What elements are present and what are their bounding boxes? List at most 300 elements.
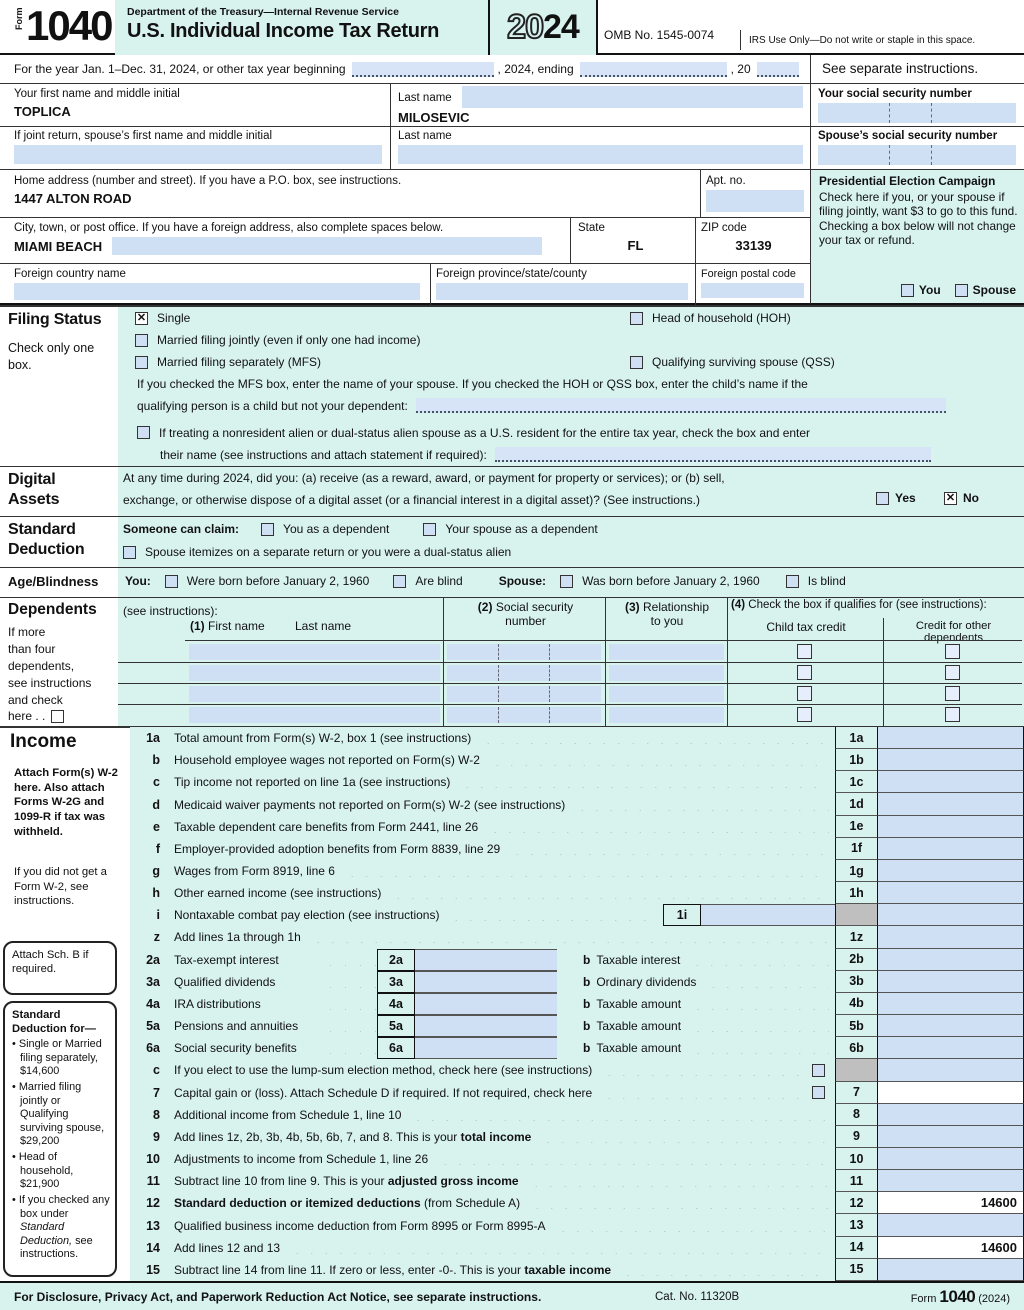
last-name-field[interactable] (462, 86, 803, 108)
tax-year-begin-field[interactable] (352, 62, 494, 77)
line-3a-field[interactable] (415, 971, 557, 993)
line-4a-field[interactable] (415, 993, 557, 1015)
last-name-label: Last name (398, 92, 452, 104)
line-code: g (152, 864, 160, 879)
line-box-14: 14 (835, 1237, 878, 1259)
income-heading: Income (10, 731, 77, 752)
filing-qss-checkbox[interactable] (630, 356, 643, 369)
line-box-12: 12 (835, 1192, 878, 1214)
line-label: Add lines 1z, 2b, 3b, 4b, 5b, 6b, 7, and 8. This is your total income (174, 1129, 532, 1144)
dependent-ssn-field[interactable] (447, 707, 601, 723)
line-code: 5a (146, 1019, 160, 1034)
line-label: Household employee wages not reported on Form(s) W-2 (174, 753, 480, 768)
line-code: e (153, 819, 160, 834)
income-row-3a (130, 971, 1024, 993)
foreign-province-field[interactable] (436, 283, 688, 300)
dependent-ssn-field[interactable] (447, 644, 601, 660)
digital-assets-no-checkbox[interactable] (944, 492, 957, 505)
foreign-postal-divider (695, 264, 696, 305)
income-row-6a (130, 1037, 1024, 1059)
line-amount-1f[interactable] (878, 838, 1024, 860)
line-amount-4b[interactable] (878, 993, 1024, 1015)
line-box-13: 13 (835, 1214, 878, 1236)
agency-line: Department of the Treasury—Internal Revenue Service (127, 6, 399, 18)
line-6a-field[interactable] (415, 1037, 557, 1059)
dependent-relationship-field[interactable] (609, 707, 724, 723)
line-box-8: 8 (835, 1104, 878, 1126)
line-2a-box: 2a (377, 949, 415, 971)
dot-leaders (445, 909, 657, 921)
income-row-i (130, 904, 1024, 926)
line-b-mark: b (583, 1019, 591, 1034)
footer-form-word: Form (910, 1292, 937, 1305)
dep-col2-label-1: Social security (495, 600, 574, 614)
dep-col3-label-2: to you (650, 614, 684, 628)
apt-divider (700, 170, 701, 218)
dependent-ctc-checkbox[interactable] (797, 686, 812, 701)
line-6a-box: 6a (377, 1037, 415, 1059)
pec-title: Presidential Election Campaign (819, 174, 996, 188)
line-label: Pensions and annuities (174, 1019, 299, 1034)
line-code: 3a (146, 974, 160, 989)
claim-spouse-checkbox[interactable] (423, 523, 436, 536)
age-spouse-blind-label: Is blind (807, 574, 846, 588)
name-ssn-grid (0, 84, 1024, 170)
pec-you-label: You (918, 283, 941, 297)
filing-nra-text-1: If treating a nonresident alien or dual-status alien spouse as a U.S. resident for the entire tax year, check the box and enter (159, 426, 811, 440)
dependent-relationship-field[interactable] (609, 686, 724, 702)
apt-label: Apt. no. (706, 175, 746, 187)
income-row-e (130, 816, 1024, 838)
foreign-postal-label: Foreign postal code (701, 268, 796, 280)
grid-divider-1 (390, 84, 391, 170)
line-label: If you elect to use the lump-sum election method, check here (see instructions) (174, 1063, 593, 1078)
dep-col1-num: (1) (190, 619, 205, 633)
line-amount-1e[interactable] (878, 816, 1024, 838)
line-label: Social security benefits (174, 1041, 297, 1056)
line-amount-6b[interactable] (878, 1037, 1024, 1059)
dependent-ctc-checkbox[interactable] (797, 644, 812, 659)
filing-single-checkbox[interactable] (135, 312, 148, 325)
line-5a-box: 5a (377, 1015, 415, 1037)
filing-nra-checkbox[interactable] (137, 426, 150, 439)
income-row-15 (130, 1259, 1024, 1281)
income-row-8 (130, 1104, 1024, 1126)
dep-col1b-label: Last name (295, 619, 352, 633)
dot-leaders (571, 799, 829, 811)
line-label: Medicaid waiver payments not reported on Form(s) W-2 (see instructions) (174, 797, 566, 812)
dependent-name-field[interactable] (189, 665, 440, 681)
line-code: 12 (146, 1196, 160, 1211)
year-text-begin: For the year Jan. 1–Dec. 31, 2024, or other tax year beginning (14, 62, 346, 76)
line-code: 7 (153, 1085, 160, 1100)
dot-leaders (286, 1242, 829, 1254)
line-amount-c[interactable] (878, 1059, 1024, 1081)
dep-col1a-label: First name (208, 619, 265, 633)
foreign-province-divider (430, 264, 431, 305)
line-amount-1b[interactable] (878, 749, 1024, 771)
line-amount-1g[interactable] (878, 860, 1024, 882)
income-row-f (130, 838, 1024, 860)
line-label-bold: Standard deduction or itemized deductions (174, 1196, 421, 1211)
line-7-checkbox[interactable] (812, 1086, 825, 1099)
line-box-1g: 1g (835, 860, 878, 882)
form-title: U.S. Individual Income Tax Return (127, 20, 440, 42)
dependents-margin-line: see instructions (8, 676, 92, 691)
year-outline: 20 (507, 8, 543, 46)
line-amount-13[interactable] (878, 1214, 1024, 1236)
line-2a-field[interactable] (415, 949, 557, 971)
line-b-mark: b (583, 974, 591, 989)
spouse-first-name-label: If joint return, spouse’s first name and middle initial (14, 130, 273, 142)
line-box-4b: 4b (835, 993, 878, 1015)
filing-mfs-checkbox[interactable] (135, 356, 148, 369)
dependent-cod-checkbox[interactable] (945, 665, 960, 680)
footer-form-number: 1040 (939, 1286, 976, 1306)
income-row-9 (130, 1126, 1024, 1148)
line-code: 13 (146, 1218, 160, 1233)
age-spouse-blind-checkbox[interactable] (786, 575, 799, 588)
dot-leaders (598, 1064, 804, 1076)
foreign-country-label: Foreign country name (14, 268, 126, 280)
income-row-1a (130, 727, 1024, 749)
spouse-last-name-field[interactable] (398, 145, 803, 164)
dep-grid-line (883, 618, 884, 726)
income-row-d (130, 793, 1024, 815)
filing-mfj-label: Married filing jointly (even if only one had income) (157, 333, 421, 347)
line-label: Add lines 12 and 13 (174, 1240, 281, 1255)
line-code: 1a (146, 731, 160, 746)
spouse-itemizes-label: Spouse itemizes on a separate return or you were a dual-status alien (145, 545, 512, 559)
line-amount-1a[interactable] (878, 727, 1024, 749)
line-1i-box: 1i (663, 904, 701, 926)
line-b-label: Taxable interest (596, 952, 681, 967)
city-value[interactable]: MIAMI BEACH (14, 238, 103, 254)
pec-you-checkbox[interactable] (901, 284, 914, 297)
presidential-election-box (810, 170, 1024, 305)
line-b-label: Taxable amount (596, 1019, 682, 1034)
dep-col4-num: (4) (731, 599, 746, 611)
line-label: Qualified business income deduction from Form 8995 or Form 8995-A (174, 1218, 546, 1233)
dot-leaders (552, 1220, 829, 1232)
dependent-ssn-field[interactable] (447, 686, 601, 702)
attach-schb-note: Attach Sch. B if required. (12, 949, 89, 975)
dot-leaders (687, 1020, 829, 1032)
dependent-name-field[interactable] (189, 686, 440, 702)
line-code: 2a (146, 952, 160, 967)
irs-use-only: IRS Use Only—Do not write or staple in this space. (740, 30, 1020, 50)
line-box-1f: 1f (835, 838, 878, 860)
see-separate-instructions: See separate instructions. (822, 61, 979, 76)
income-row-2a (130, 949, 1024, 971)
dot-leaders (321, 998, 377, 1010)
line-box-11: 11 (835, 1170, 878, 1192)
spouse-ssn-label: Spouse’s social security number (818, 130, 998, 142)
zip-label: ZIP code (701, 222, 747, 234)
state-value[interactable]: FL (627, 238, 644, 253)
standard-deduction-heading-2: Deduction (8, 541, 85, 558)
line-amount-5b[interactable] (878, 1015, 1024, 1037)
section-divider (0, 305, 1024, 307)
age-you-born-label: Were born before January 2, 1960 (186, 574, 370, 588)
line-code: 11 (146, 1174, 160, 1189)
line-label-bold: taxable income (524, 1262, 612, 1277)
line-box-2b: 2b (835, 949, 878, 971)
line-box-10: 10 (835, 1148, 878, 1170)
dependent-cod-checkbox[interactable] (945, 686, 960, 701)
line-box-1z: 1z (835, 926, 878, 948)
std-sidebar-item: • If you checked any box under Standard Deduction, see instructions. (12, 1193, 110, 1261)
someone-can-claim-label: Someone can claim: (123, 522, 240, 536)
dependents-margin-line: If more (8, 625, 46, 639)
age-spouse-born-checkbox[interactable] (560, 575, 573, 588)
line-3a-box: 3a (377, 971, 415, 993)
line-label: Adjustments to income from Schedule 1, line 26 (174, 1152, 429, 1167)
home-address-value[interactable]: 1447 ALTON ROAD (14, 191, 132, 206)
grid-divider-2 (810, 84, 811, 170)
line-label: Capital gain or (loss). Attach Schedule D if required. If not required, check here (174, 1085, 593, 1100)
filing-mfj-checkbox[interactable] (135, 334, 148, 347)
dot-leaders (537, 1131, 829, 1143)
first-name-value[interactable]: TOPLICA (14, 104, 71, 119)
footer-form-id (911, 1287, 1010, 1307)
line-amount-8[interactable] (878, 1104, 1024, 1126)
dot-leaders (598, 1087, 804, 1099)
claim-you-checkbox[interactable] (261, 523, 274, 536)
line-box-6b: 6b (835, 1037, 878, 1059)
line-label: Qualified dividends (174, 974, 276, 989)
line-label: Tip income not reported on line 1a (see instructions) (174, 775, 451, 790)
dot-leaders (456, 776, 829, 788)
line-label: Additional income from Schedule 1, line 10 (174, 1107, 402, 1122)
line-box-15: 15 (835, 1259, 878, 1281)
year-text-end: , 20 (730, 62, 751, 76)
line-b-label: Taxable amount (596, 1041, 682, 1056)
pec-spouse-checkbox[interactable] (955, 284, 968, 297)
line-b-mark: b (583, 1041, 591, 1056)
line-box-1b: 1b (835, 749, 878, 771)
filing-hoh-checkbox[interactable] (630, 312, 643, 325)
line-label: Other earned income (see instructions) (174, 886, 382, 901)
section-divider (0, 567, 1024, 568)
age-spouse-label: Spouse: (498, 574, 547, 588)
line-label: Subtract line 10 from line 9. This is your adjusted gross income (174, 1174, 519, 1189)
state-label: State (578, 222, 605, 234)
line-label: Standard deduction or itemized deductions (from Schedule A) (174, 1196, 521, 1211)
line-amount-1h[interactable] (878, 882, 1024, 904)
dot-leaders (407, 1109, 829, 1121)
digital-assets-line-1: At any time during 2024, did you: (a) receive (as a reward, award, or payment for property or services); or (b) sell, (123, 471, 725, 485)
digital-assets-yes-checkbox[interactable] (876, 492, 889, 505)
ssn-label: Your social security number (818, 88, 972, 100)
line-code: b (152, 753, 160, 768)
form-number: 1040 (26, 2, 112, 49)
dep-col2-label-2: number (505, 614, 546, 628)
spouse-first-name-field[interactable] (14, 145, 382, 164)
line-code: c (153, 1063, 160, 1078)
dep-col2-num: (2) (477, 600, 493, 614)
dependent-name-field[interactable] (189, 707, 440, 723)
dot-leaders (526, 1197, 829, 1209)
zip-value[interactable]: 33139 (735, 238, 772, 253)
line-box-5b: 5b (835, 1015, 878, 1037)
spouse-ssn-field[interactable] (818, 145, 1016, 165)
tax-year-end-year-field[interactable] (757, 62, 799, 77)
foreign-province-label: Foreign province/state/county (436, 268, 587, 280)
dot-leaders (321, 1020, 377, 1032)
form-header (0, 0, 1024, 55)
taxpayer-name-row (0, 84, 1024, 127)
line-box-1h: 1h (835, 882, 878, 904)
line-5a-field[interactable] (415, 1015, 557, 1037)
tax-year-end-field[interactable] (580, 62, 727, 77)
dependents-margin-line: and check (8, 693, 63, 708)
line-amount-11[interactable] (878, 1170, 1024, 1192)
dependents-margin-line: dependents, (8, 659, 75, 674)
income-margin-note-w2: Attach Form(s) W-2 here. Also attach Forms W-2G and 1099-R if tax was withheld. (14, 767, 118, 838)
dot-leaders (341, 865, 829, 877)
line-b-mark: b (583, 952, 591, 967)
dependents-heading: Dependents (8, 601, 97, 618)
ssn-field[interactable] (818, 103, 1016, 123)
dependents-more-checkbox[interactable] (51, 710, 64, 723)
dot-leaders (686, 954, 829, 966)
line-code: 4a (146, 996, 160, 1011)
dot-leaders (702, 976, 829, 988)
income-row-10 (130, 1148, 1024, 1170)
std-sidebar-item: • Married filing jointly or Qualifying surviving spouse, $29,200 (12, 1080, 105, 1148)
line-box-9: 9 (835, 1126, 878, 1148)
dependent-name-field[interactable] (189, 644, 440, 660)
line-amount-15[interactable] (878, 1259, 1024, 1281)
line-amount-7[interactable] (878, 1082, 1024, 1104)
foreign-postal-field[interactable] (701, 283, 804, 298)
dependents-heading-note: (see instructions): (123, 604, 218, 618)
line-label: Taxable dependent care benefits from Form 2441, line 26 (174, 819, 479, 834)
pec-spouse-label: Spouse (972, 283, 1016, 297)
filing-hoh-label: Head of household (HOH) (652, 311, 791, 325)
filing-nra-name-field[interactable] (495, 447, 931, 462)
standard-deduction-heading-1: Standard (8, 521, 76, 538)
dot-leaders (525, 1175, 829, 1187)
line-box-7: 7 (835, 1082, 878, 1104)
section-divider (0, 466, 1024, 467)
dot-leaders (477, 732, 829, 744)
line-code: 8 (153, 1107, 160, 1122)
dependent-cod-checkbox[interactable] (945, 644, 960, 659)
line-box-1e: 1e (835, 816, 878, 838)
dot-leaders (307, 931, 829, 943)
spouse-name-row (0, 127, 1024, 170)
line-code: f (155, 841, 160, 856)
line-amount-2b[interactable] (878, 949, 1024, 971)
foreign-country-field[interactable] (14, 283, 420, 300)
digital-assets-line-2: exchange, or otherwise dispose of a digital asset (or a financial interest in a digital asset)? (See instructions.) (123, 493, 700, 507)
line-amount-10[interactable] (878, 1148, 1024, 1170)
filing-child-name-field[interactable] (416, 398, 946, 413)
line-amount-1c[interactable] (878, 771, 1024, 793)
first-name-label: Your first name and middle initial (14, 88, 180, 100)
filing-nra-text-2: their name (see instructions and attach statement if required): (160, 447, 487, 462)
std-sidebar-items (12, 1038, 111, 1262)
digital-assets-no-label: No (963, 491, 979, 505)
line-label: Add lines 1a through 1h (174, 930, 301, 945)
line-label: Total amount from Form(s) W-2, box 1 (see instructions) (174, 731, 472, 746)
line-amount-i[interactable] (878, 904, 1024, 926)
line-1i-field[interactable] (701, 904, 835, 926)
form-word: Form (14, 7, 24, 30)
line-code: 9 (153, 1129, 160, 1144)
age-spouse-born-label: Was born before January 2, 1960 (582, 574, 760, 588)
dependents-margin-line: than four (8, 642, 56, 657)
dependent-cod-checkbox[interactable] (945, 707, 960, 722)
income-row-z (130, 926, 1024, 948)
std-sidebar-item: • Single or Married filing separately, $14,600 (12, 1038, 102, 1078)
pec-body: Check here if you, or your spouse if filing jointly, want $3 to go to this fund. Checking a box below will not change your tax or refund. (819, 190, 1018, 248)
spouse-itemizes-checkbox[interactable] (123, 546, 136, 559)
footer-form-year: (2024) (978, 1292, 1010, 1305)
income-row-4a (130, 993, 1024, 1015)
dependent-ssn-field[interactable] (447, 665, 601, 681)
income-margin-note-no-w2: If you did not get a Form W-2, see instructions. (14, 866, 107, 908)
dependent-relationship-field[interactable] (609, 665, 724, 681)
dependent-relationship-field[interactable] (609, 644, 724, 660)
line-code: z (153, 930, 160, 945)
year-text-mid: , 2024, ending (497, 62, 574, 76)
line-c-checkbox[interactable] (812, 1064, 825, 1077)
dep-col4-label: Check the box if qualifies for (see instructions): (748, 599, 987, 611)
income-row-14 (130, 1237, 1024, 1259)
income-row-12 (130, 1192, 1024, 1214)
line-box-3b: 3b (835, 971, 878, 993)
line-amount-12[interactable]: 14600 (878, 1192, 1024, 1214)
city-field[interactable] (112, 237, 542, 255)
digital-assets-heading-2: Assets (8, 491, 60, 508)
filing-mfs-help-1: If you checked the MFS box, enter the name of your spouse. If you checked the HOH or QSS box, enter the child’s name if the (137, 377, 808, 391)
dot-leaders (484, 821, 829, 833)
dot-leaders (486, 754, 829, 766)
line-label: Nontaxable combat pay election (see instructions) (174, 908, 440, 923)
dot-leaders (321, 954, 377, 966)
income-row-h (130, 882, 1024, 904)
apt-field[interactable] (706, 190, 804, 212)
line-code: 10 (146, 1152, 160, 1167)
age-you-born-checkbox[interactable] (165, 575, 178, 588)
dep-col3-num: (3) (624, 600, 640, 614)
line-b-label: Taxable amount (596, 996, 682, 1011)
line-amount-3b[interactable] (878, 971, 1024, 993)
line-amount-1z[interactable] (878, 926, 1024, 948)
dependent-ctc-checkbox[interactable] (797, 707, 812, 722)
last-name-value[interactable]: MILOSEVIC (398, 110, 470, 125)
dot-leaders (506, 843, 829, 855)
line-code: 14 (146, 1240, 160, 1255)
line-amount-9[interactable] (878, 1126, 1024, 1148)
age-you-blind-checkbox[interactable] (393, 575, 406, 588)
line-code: 6a (146, 1041, 160, 1056)
dep-grid-line (118, 704, 1022, 705)
standard-deduction-sidebar (3, 1001, 117, 1277)
line-amount-1d[interactable] (878, 793, 1024, 815)
line-box-i (835, 904, 878, 926)
line-box-1c: 1c (835, 771, 878, 793)
dep-col4b-label: Credit for other dependents (915, 620, 992, 644)
dependents-here-label: here . . (8, 709, 46, 723)
line-b-label: Ordinary dividends (596, 974, 697, 989)
line-amount-14[interactable]: 14600 (878, 1237, 1024, 1259)
dependent-ctc-checkbox[interactable] (797, 665, 812, 680)
footer-cat-number: Cat. No. 11320B (655, 1290, 740, 1303)
